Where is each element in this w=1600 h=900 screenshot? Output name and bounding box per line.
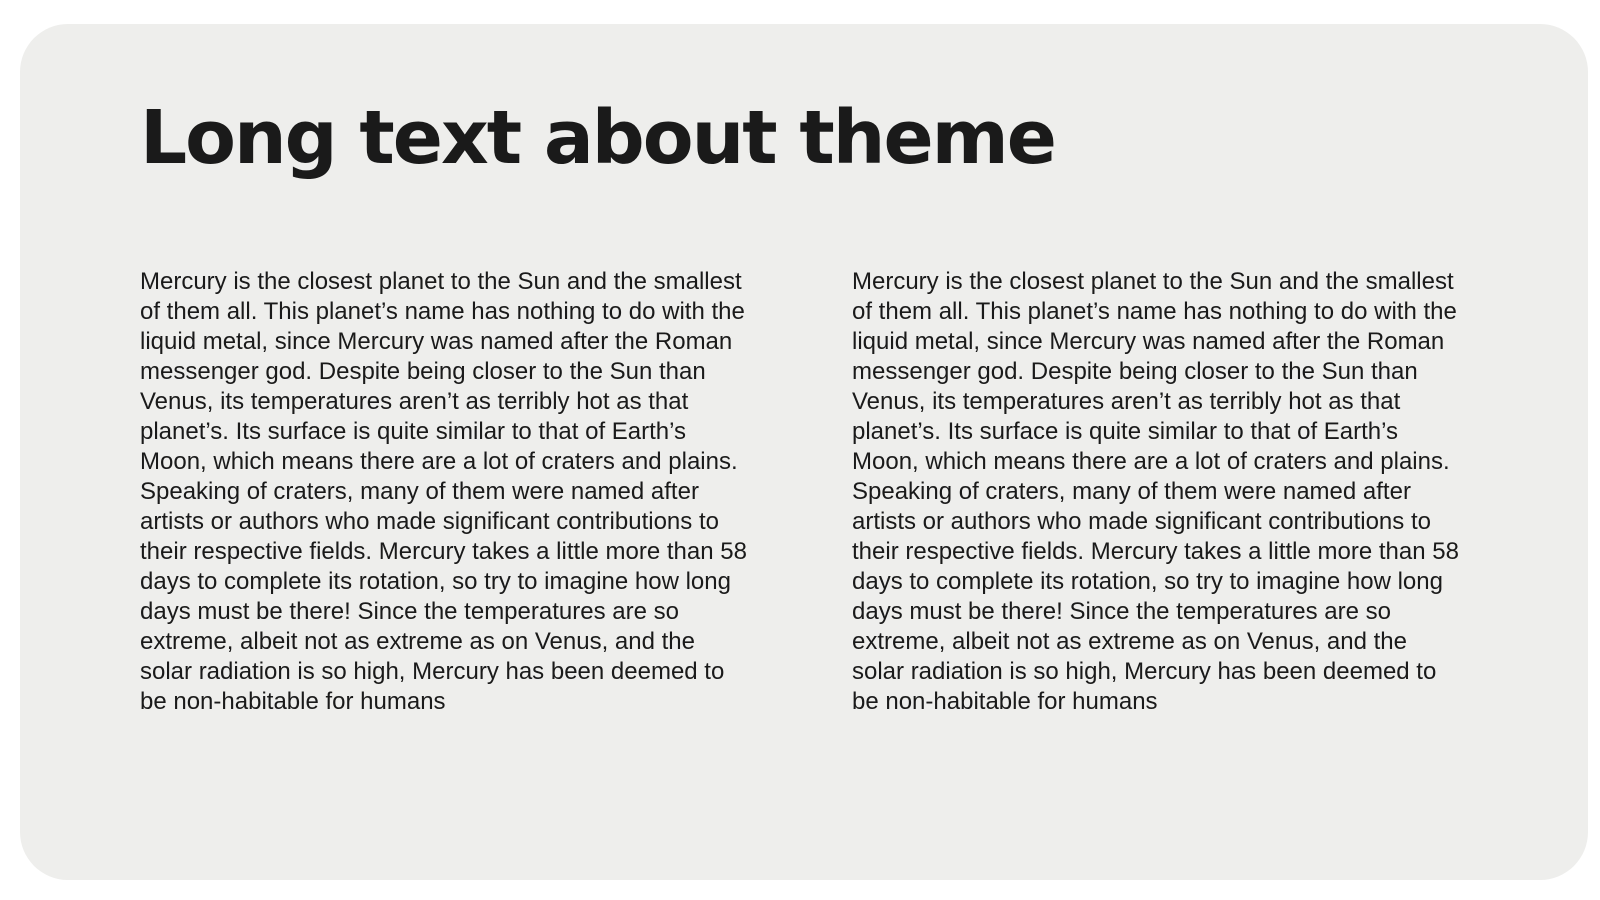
text-column-right: Mercury is the closest planet to the Sun and the smallest of them all. This planet’s name has nothing to do with the liquid metal, since Mercury was named after the Roman messenger god. Despite being closer to the Sun than Venus, its temperatures aren’t as terribly hot as that planet’s. Its surface is quite similar to that of Earth’s Moon, which means there are a lot of craters and plains. Speaking of craters, many of them were named after artists or authors who made significant contributions to their respective fields. Mercury takes a little more than 58 days to complete its rotation, so try to imagine how long days must be there! Since the temperatures are so extreme, albeit not as extreme as on Venus, and the solar radiation is so high, Mercury has been deemed to be non-habitable for humans [852,268,1459,715]
slide-card [20,24,1588,880]
page-title: Long text about theme [140,95,1055,181]
text-column-left: Mercury is the closest planet to the Sun and the smallest of them all. This planet’s name has nothing to do with the liquid metal, since Mercury was named after the Roman messenger god. Despite being closer to the Sun than Venus, its temperatures aren’t as terribly hot as that planet’s. Its surface is quite similar to that of Earth’s Moon, which means there are a lot of craters and plains. Speaking of craters, many of them were named after artists or authors who made significant contributions to their respective fields. Mercury takes a little more than 58 days to complete its rotation, so try to imagine how long days must be there! Since the temperatures are so extreme, albeit not as extreme as on Venus, and the solar radiation is so high, Mercury has been deemed to be non-habitable for humans [140,268,747,715]
